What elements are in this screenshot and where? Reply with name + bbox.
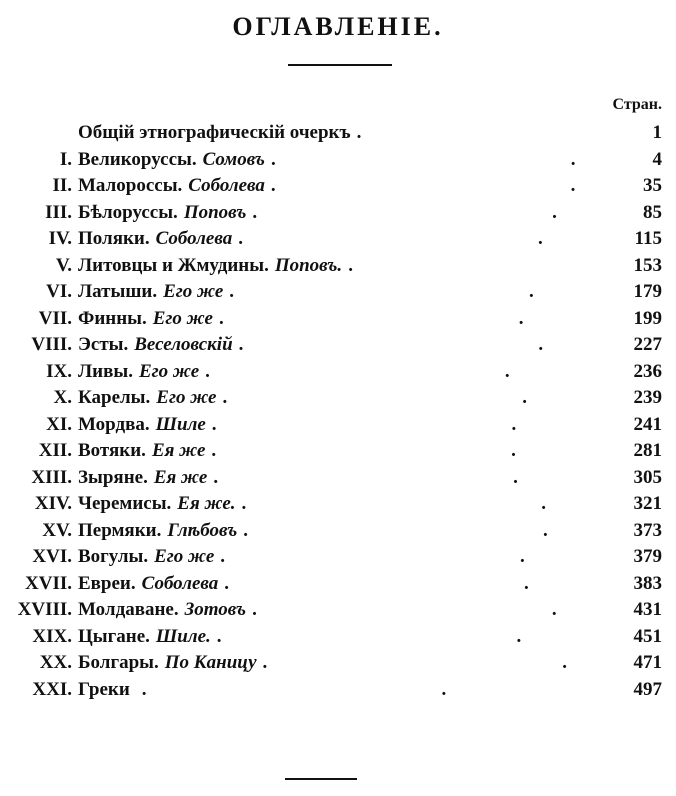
toc-entry-title: Вогулы. bbox=[78, 546, 149, 567]
toc-roman-numeral: XI. bbox=[46, 413, 72, 435]
dot-leader bbox=[224, 571, 626, 597]
toc-entry-author: Соболева bbox=[155, 228, 233, 249]
toc-entry-title: Молдаване. bbox=[78, 599, 179, 620]
toc-entry-title: Общій этнографическій очеркъ bbox=[78, 122, 351, 143]
dot-leader bbox=[213, 465, 626, 491]
toc-entry-author: По Каницу bbox=[164, 652, 257, 673]
toc-roman-numeral: XVII. bbox=[25, 572, 72, 594]
toc-entry-author: Ея же bbox=[151, 440, 206, 461]
dot-leader bbox=[239, 332, 626, 358]
toc-entry-author: Его же bbox=[154, 546, 215, 567]
toc-row bbox=[0, 571, 676, 598]
toc-roman-numeral: V. bbox=[55, 254, 72, 276]
toc-row bbox=[0, 279, 676, 306]
toc-entry-title: Финны. bbox=[78, 307, 147, 329]
toc-row bbox=[0, 385, 676, 412]
toc-roman-numeral: XV. bbox=[42, 519, 72, 541]
toc-entry-author: Поповъ bbox=[183, 201, 247, 223]
bottom-divider bbox=[285, 778, 357, 780]
toc-roman-numeral: VII. bbox=[38, 307, 72, 329]
toc-row bbox=[0, 226, 676, 253]
toc-row bbox=[0, 597, 676, 624]
toc-entry-title: Евреи. bbox=[78, 572, 136, 594]
toc-entry-author: Сомовъ bbox=[202, 148, 265, 170]
toc-roman-numeral: XII. bbox=[38, 440, 72, 461]
toc-entry-title: Пермяки. bbox=[78, 519, 162, 541]
dot-leader bbox=[252, 597, 626, 623]
toc-entry-author: Соболева bbox=[141, 572, 219, 594]
toc-row bbox=[0, 465, 676, 492]
toc-page-number: 1 bbox=[652, 122, 662, 143]
toc-intro-row bbox=[0, 120, 676, 147]
page-title: ОГЛАВЛЕНІЕ. bbox=[232, 12, 444, 41]
dot-leader bbox=[217, 624, 626, 650]
toc-page-number: 153 bbox=[633, 254, 662, 276]
toc-page-number: 383 bbox=[633, 572, 662, 594]
toc-row bbox=[0, 518, 676, 545]
toc-row bbox=[0, 359, 676, 386]
toc-page-number: 321 bbox=[633, 493, 662, 514]
toc-entry-title: Зыряне. bbox=[78, 466, 148, 488]
dot-leader bbox=[219, 306, 626, 332]
toc-page-number: 373 bbox=[633, 519, 662, 541]
toc-row bbox=[0, 253, 676, 280]
toc-roman-numeral: IX. bbox=[46, 360, 72, 382]
toc-roman-numeral: XIX. bbox=[32, 625, 72, 647]
dot-leader bbox=[271, 147, 626, 173]
dot-leader bbox=[238, 226, 626, 252]
toc-entry-author: Шиле. bbox=[155, 625, 211, 647]
toc-roman-numeral: X. bbox=[53, 387, 72, 408]
toc-entry-title: Поляки. bbox=[78, 228, 150, 249]
dot-leader bbox=[263, 650, 626, 676]
toc-page-number: 115 bbox=[634, 228, 662, 249]
toc-entry-title: Эсты. bbox=[78, 334, 129, 355]
toc-roman-numeral: XIV. bbox=[34, 493, 72, 514]
toc-page-number: 239 bbox=[633, 387, 662, 408]
toc-page-number: 451 bbox=[633, 625, 662, 647]
dot-leader bbox=[212, 412, 626, 438]
toc-entry-title: Латыши. bbox=[78, 281, 158, 302]
toc-page-number: 281 bbox=[633, 440, 662, 461]
toc-row bbox=[0, 412, 676, 439]
toc-entry-title: Бѣлоруссы. bbox=[78, 201, 178, 223]
toc-entry-author: Его же bbox=[152, 307, 213, 329]
toc-entry-author: Его же bbox=[138, 360, 200, 382]
toc-entry-author: Веселовскій bbox=[134, 334, 233, 355]
dot-leader bbox=[223, 385, 627, 411]
toc-entry-title: Вотяки. bbox=[78, 440, 146, 461]
toc-row bbox=[0, 332, 676, 359]
toc-entry-title: Ливы. bbox=[78, 360, 133, 382]
dot-leader bbox=[357, 120, 626, 146]
page-column-header: Стран. bbox=[612, 96, 662, 113]
dot-leader bbox=[211, 438, 626, 464]
toc-entry-author: Его же bbox=[156, 387, 217, 408]
toc-page-number: 236 bbox=[633, 360, 662, 382]
dot-leader bbox=[243, 518, 626, 544]
toc-entry-title: Литовцы и Жмудины. bbox=[78, 254, 269, 276]
toc-row bbox=[0, 650, 676, 677]
toc-entry-title: Цыгане. bbox=[78, 625, 150, 647]
dot-leader bbox=[271, 173, 626, 199]
toc-entry-title: Черемисы. bbox=[78, 493, 172, 514]
toc-roman-numeral: VI. bbox=[46, 281, 72, 302]
title-divider bbox=[288, 64, 392, 66]
toc-entry-author: Ея же. bbox=[177, 493, 236, 514]
toc-entry-author: Поповъ. bbox=[274, 254, 343, 276]
toc-roman-numeral: XIII. bbox=[31, 466, 72, 488]
dot-leader bbox=[205, 359, 626, 385]
toc-entry-title: Великоруссы. bbox=[78, 148, 197, 170]
toc-entry-title: Мордва. bbox=[78, 413, 150, 435]
toc-entry-title: Карелы. bbox=[78, 387, 151, 408]
toc-row bbox=[0, 147, 676, 174]
toc-row bbox=[0, 624, 676, 651]
toc-page-number: 241 bbox=[633, 413, 662, 435]
toc-page-number: 431 bbox=[633, 599, 662, 620]
toc-row bbox=[0, 677, 676, 704]
toc-row bbox=[0, 200, 676, 227]
toc-row bbox=[0, 491, 676, 518]
toc-entry-author: Глѣбовъ bbox=[167, 519, 238, 541]
dot-leader bbox=[229, 279, 626, 305]
toc-page-number: 471 bbox=[633, 652, 662, 673]
toc-entry-author: Ея же bbox=[153, 466, 208, 488]
toc-page-number: 35 bbox=[643, 175, 662, 196]
dot-leader bbox=[220, 544, 626, 570]
toc-roman-numeral: XX. bbox=[39, 652, 72, 673]
toc-entry-title: Малороссы. bbox=[78, 175, 183, 196]
toc-page-number: 4 bbox=[652, 148, 662, 170]
toc-entry-author: Зотовъ bbox=[184, 599, 247, 620]
toc-page-number: 379 bbox=[633, 546, 662, 567]
toc-entry-title: Болгары. bbox=[78, 652, 159, 673]
toc-entry-author: Его же bbox=[163, 281, 224, 302]
dot-leader bbox=[142, 677, 626, 703]
toc-roman-numeral: XVI. bbox=[32, 546, 72, 567]
toc-page-number: 227 bbox=[633, 334, 662, 355]
toc-roman-numeral: II. bbox=[52, 175, 72, 196]
dot-leader bbox=[252, 200, 626, 226]
toc-roman-numeral: IV. bbox=[48, 228, 72, 249]
toc-roman-numeral: XXI. bbox=[32, 678, 72, 700]
table-of-contents bbox=[0, 120, 676, 703]
toc-page-number: 85 bbox=[643, 201, 662, 223]
toc-page-number: 199 bbox=[633, 307, 662, 329]
toc-entry-author: Шиле bbox=[155, 413, 206, 435]
dot-leader bbox=[242, 491, 626, 517]
toc-entry-title: Греки bbox=[78, 678, 130, 700]
toc-roman-numeral: XVIII. bbox=[17, 599, 72, 620]
toc-row bbox=[0, 173, 676, 200]
toc-row bbox=[0, 438, 676, 465]
dot-leader bbox=[348, 253, 626, 279]
toc-page-number: 497 bbox=[633, 678, 662, 700]
toc-entry-author: Соболева bbox=[188, 175, 265, 196]
toc-row bbox=[0, 306, 676, 333]
toc-roman-numeral: I. bbox=[59, 148, 72, 170]
toc-row bbox=[0, 544, 676, 571]
toc-roman-numeral: VIII. bbox=[31, 334, 72, 355]
toc-page-number: 179 bbox=[633, 281, 662, 302]
toc-roman-numeral: III. bbox=[45, 201, 72, 223]
toc-page-number: 305 bbox=[633, 466, 662, 488]
